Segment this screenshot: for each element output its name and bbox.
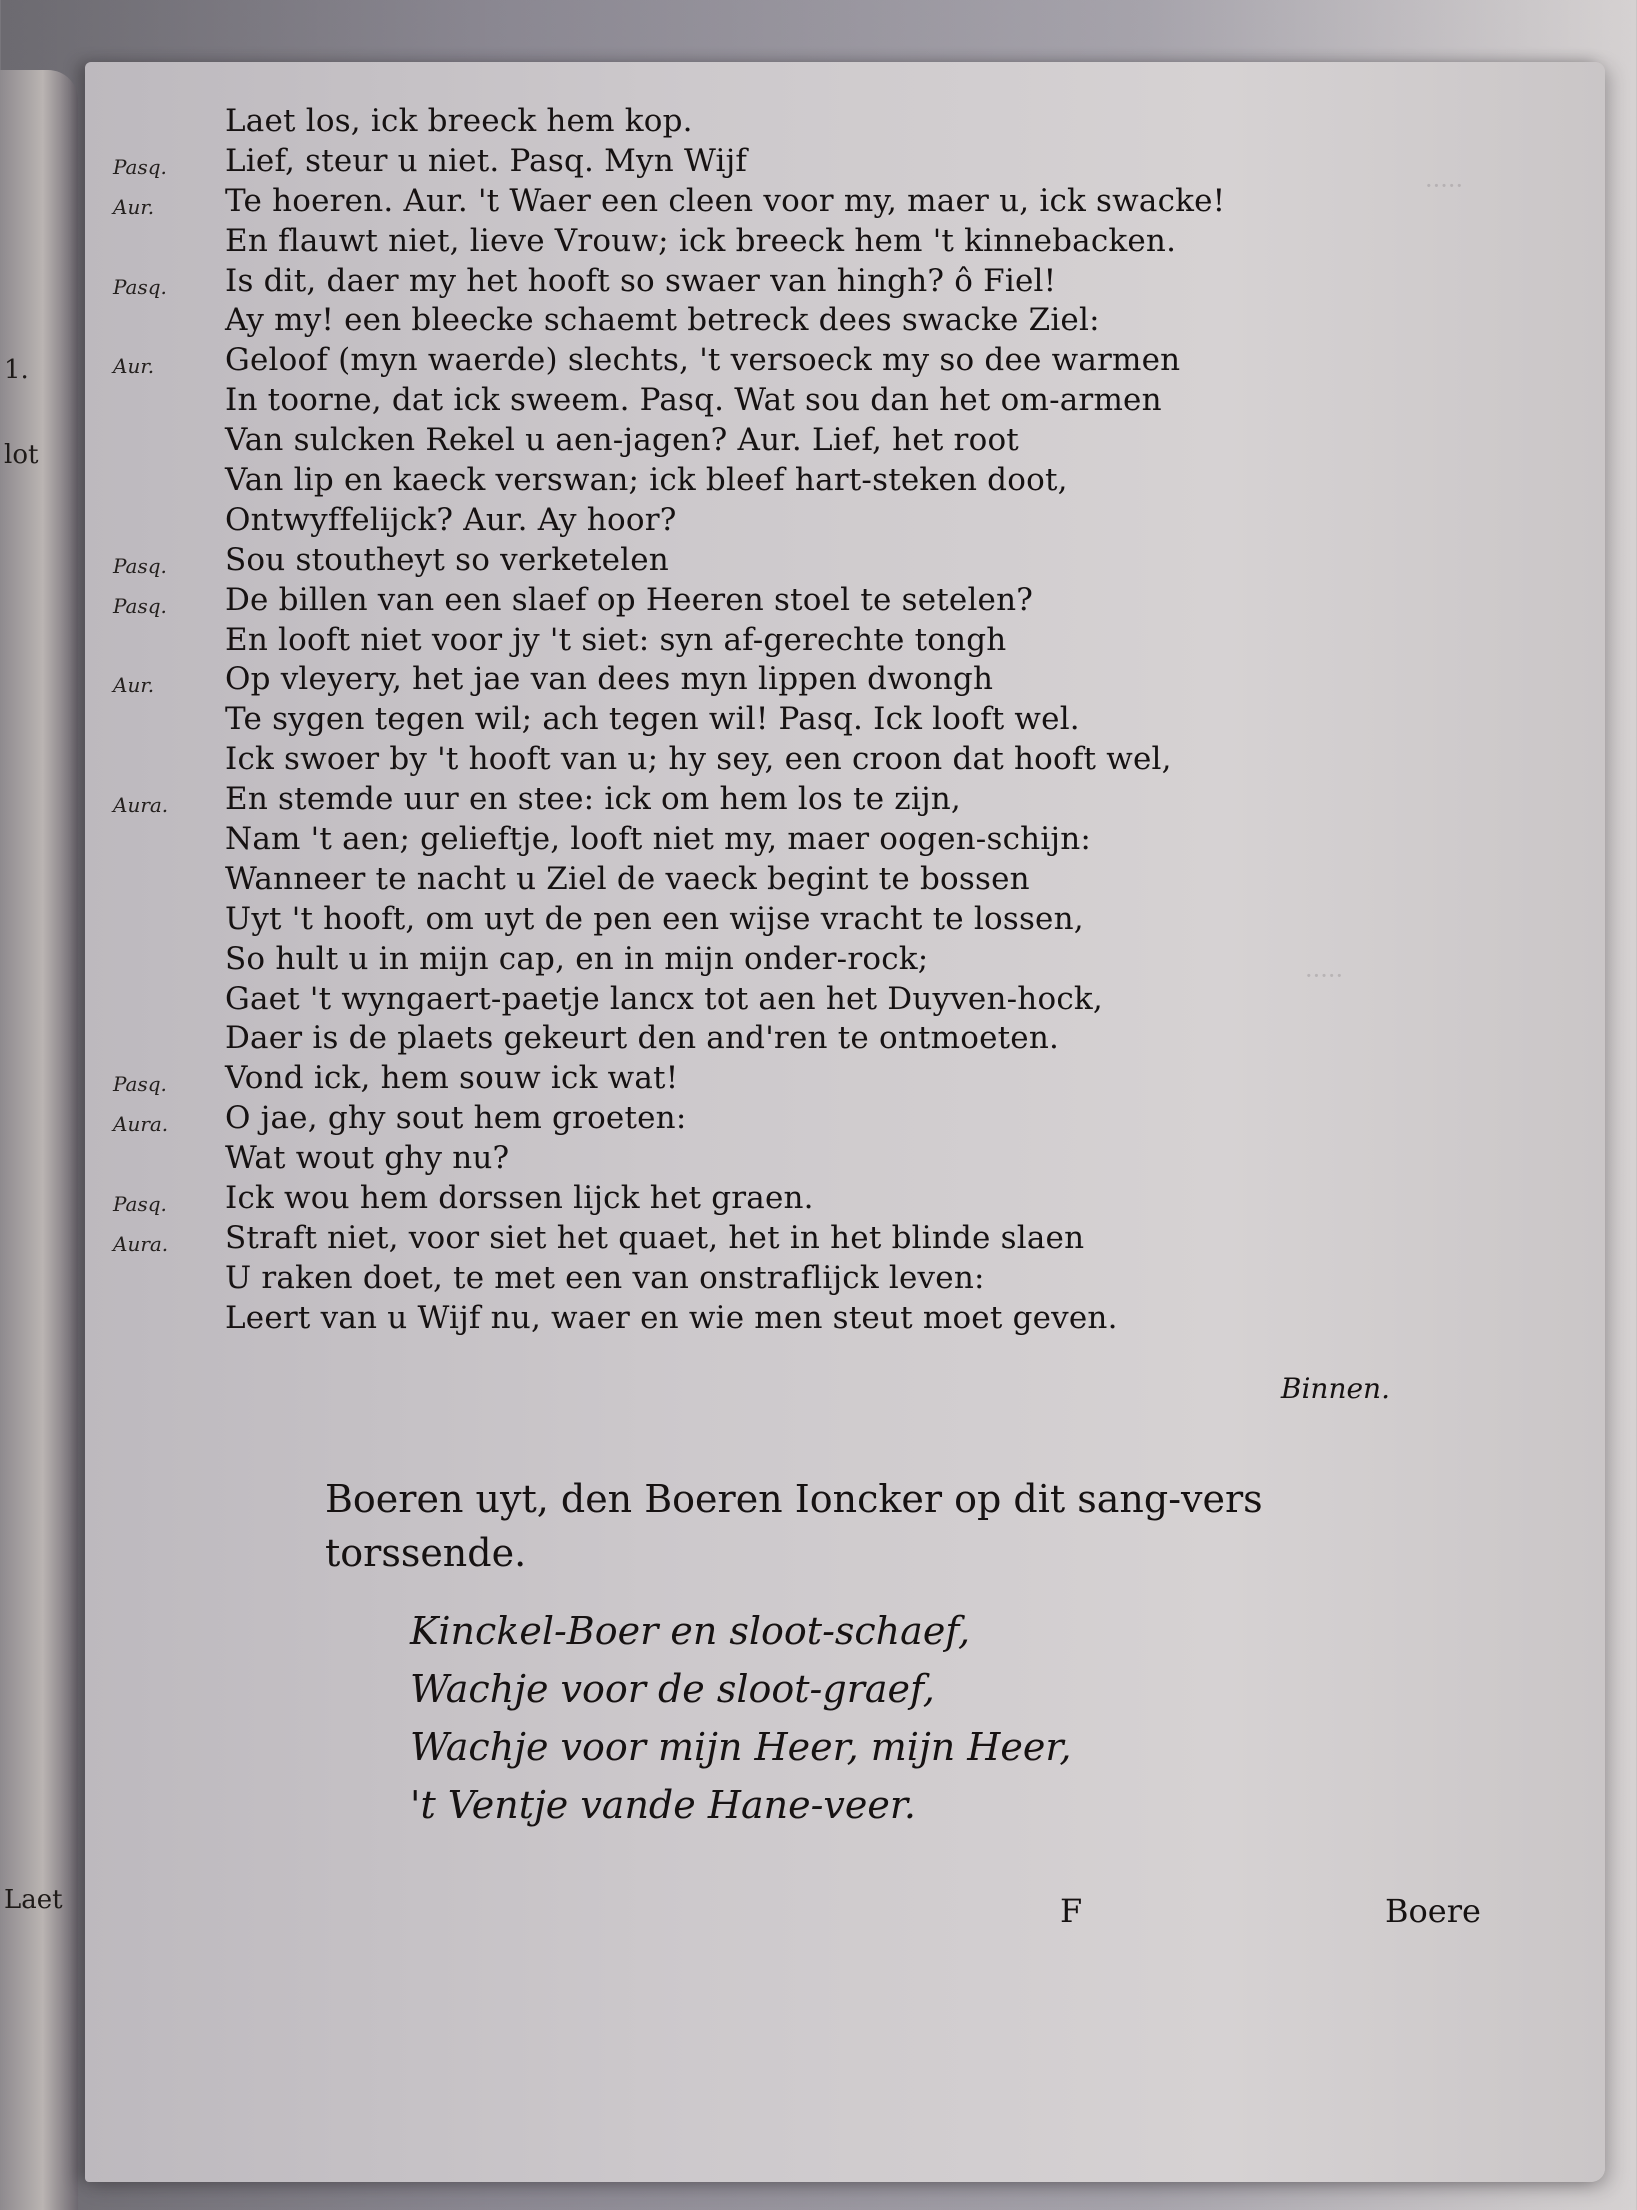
dialogue-line (85, 621, 1605, 661)
left-page-text-fragments (0, 0, 80, 2209)
dialogue-line (85, 980, 1605, 1020)
speaker-label: Aura. (113, 793, 169, 818)
dialogue-line (85, 1139, 1605, 1179)
dialogue-line (85, 341, 1605, 381)
verse-text: O jae, ghy sout hem groeten: (225, 1100, 687, 1137)
verse-text: Gaet 't wyngaert-paetje lancx tot aen het Duyven-hock, (225, 980, 1103, 1017)
verse-text: Sou stoutheyt so verketelen (225, 541, 669, 578)
show-through-text: ····· (1305, 962, 1344, 990)
verse-text: Is dit, daer my het hooft so swaer van hingh? ô Fiel! (225, 262, 1057, 299)
dialogue-line (85, 262, 1605, 302)
song-verse (410, 1602, 1071, 1834)
dialogue-line (85, 1059, 1605, 1099)
verse-text: Nam 't aen; gelieftje, looft niet my, maer oogen-schijn: (225, 821, 1092, 858)
dialogue-line (85, 1259, 1605, 1299)
book-page (85, 62, 1605, 2182)
verse-text: En flauwt niet, lieve Vrouw; ick breeck hem 't kinnebacken. (225, 222, 1177, 259)
verse-text: Leert van u Wijf nu, waer en wie men steut moet geven. (225, 1299, 1118, 1336)
dialogue-line (85, 1019, 1605, 1059)
dialogue-line (85, 501, 1605, 541)
verse-text: So hult u in mijn cap, en in mijn onder-rock; (225, 940, 929, 977)
verse-text: Op vleyery, het jae van dees myn lippen dwongh (225, 661, 994, 698)
verse-text: De billen van een slaef op Heeren stoel te setelen? (225, 581, 1034, 618)
verse-text: En stemde uur en stee: ick om hem los te zijn, (225, 781, 961, 818)
dialogue-line (85, 740, 1605, 780)
dialogue-line (85, 541, 1605, 581)
verse-text: Van lip en kaeck verswan; ick bleef hart-steken doot, (225, 462, 1068, 499)
dialogue-line (85, 142, 1605, 182)
verse-text: Laet los, ick breeck hem kop. (225, 103, 693, 139)
dialogue-line (85, 860, 1605, 900)
dialogue-line (85, 301, 1605, 341)
dialogue-line (85, 940, 1605, 980)
show-through-text: ····· (1425, 172, 1464, 200)
verse-text: U raken doet, te met een van onstraflijck leven: (225, 1259, 985, 1296)
speaker-label: Pasq. (113, 274, 167, 299)
dialogue-line (85, 700, 1605, 740)
verse-text: Daer is de plaets gekeurt den and'ren te ontmoeten. (225, 1020, 1060, 1057)
verse-text: Te hoeren. Aur. 't Waer een cleen voor my, maer u, ick swacke! (225, 182, 1226, 219)
dialogue-line (85, 660, 1605, 700)
verse-text: En looft niet voor jy 't siet: syn af-gerechte tongh (225, 621, 1007, 658)
verse-text: In toorne, dat ick sweem. Pasq. Wat sou dan het om-armen (225, 382, 1162, 419)
dialogue-line (85, 222, 1605, 262)
verse-text: Te sygen tegen wil; ach tegen wil! Pasq. Ick looft wel. (225, 701, 1080, 738)
speaker-label: Pasq. (113, 1192, 167, 1217)
dialogue-line (85, 581, 1605, 621)
speaker-label: Pasq. (113, 154, 167, 179)
dialogue-line (85, 102, 1605, 142)
speaker-label: Aur. (113, 673, 155, 698)
dialogue-line (85, 820, 1605, 860)
dialogue-block (85, 102, 1605, 1339)
verse-text: Lief, steur u niet. Pasq. Myn Wijf (225, 142, 748, 179)
left-fragment: 1. (4, 355, 29, 385)
song-line: Kinckel-Boer en sloot-schaef, (410, 1609, 971, 1653)
speaker-label: Aura. (113, 1231, 169, 1256)
section-heading: Boeren uyt, den Boeren Ioncker op dit sang-vers torssende. (325, 1477, 1263, 1575)
verse-text: Ay my! een bleecke schaemt betreck dees swacke Ziel: (225, 302, 1100, 339)
verse-text: Wat wout ghy nu? (225, 1140, 510, 1177)
dialogue-line (85, 1099, 1605, 1139)
dialogue-line (85, 421, 1605, 461)
stage-direction-exit: Binnen. (1280, 1372, 1390, 1405)
verse-text: Geloof (myn waerde) slechts, 't versoeck my so dee warmen (225, 342, 1181, 379)
speaker-label: Pasq. (113, 1072, 167, 1097)
song-line: Wachje voor de sloot-graef, (410, 1667, 935, 1711)
verse-text: Straft niet, voor siet het quaet, het in het blinde slaen (225, 1219, 1085, 1256)
signature-mark: F (1060, 1892, 1083, 1930)
speaker-label: Aur. (113, 354, 155, 379)
dialogue-line (85, 461, 1605, 501)
catchword: Boere (1385, 1892, 1481, 1930)
left-fragment: lot (4, 440, 39, 470)
dialogue-line (85, 1219, 1605, 1259)
speaker-label: Pasq. (113, 553, 167, 578)
left-fragment: Laet (4, 1885, 63, 1915)
speaker-label: Pasq. (113, 593, 167, 618)
dialogue-line (85, 780, 1605, 820)
dialogue-line (85, 900, 1605, 940)
verse-text: Ick swoer by 't hooft van u; hy sey, een croon dat hooft wel, (225, 741, 1172, 778)
verse-text: Wanneer te nacht u Ziel de vaeck begint te bossen (225, 860, 1030, 897)
verse-text: Ick wou hem dorssen lijck het graen. (225, 1180, 814, 1217)
dialogue-line (85, 182, 1605, 222)
dialogue-line (85, 1299, 1605, 1339)
verse-text: Vond ick, hem souw ick wat! (225, 1060, 679, 1097)
dialogue-line (85, 1179, 1605, 1219)
verse-text: Uyt 't hooft, om uyt de pen een wijse vracht te lossen, (225, 900, 1084, 937)
song-line: 't Ventje vande Hane-veer. (410, 1783, 916, 1827)
song-line: Wachje voor mijn Heer, mijn Heer, (410, 1725, 1072, 1769)
speaker-label: Aura. (113, 1112, 169, 1137)
verse-text: Ontwyffelijck? Aur. Ay hoor? (225, 501, 677, 538)
speaker-label: Aur. (113, 194, 155, 219)
dialogue-line (85, 381, 1605, 421)
verse-text: Van sulcken Rekel u aen-jagen? Aur. Lief, het root (225, 422, 1019, 459)
